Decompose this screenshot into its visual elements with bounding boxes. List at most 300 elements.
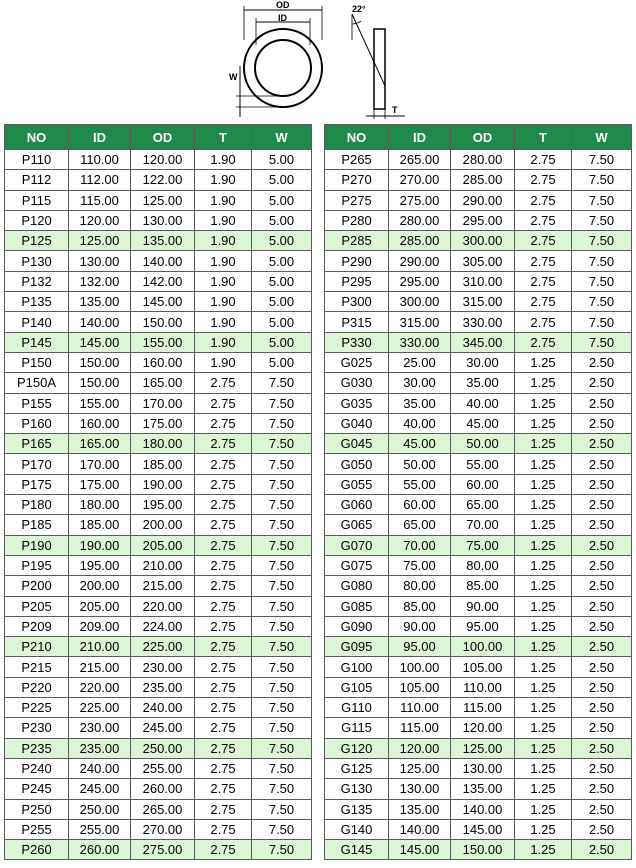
cell-t: 1.90 (195, 292, 252, 312)
cell-w: 2.50 (572, 758, 632, 778)
t-dimension-label: T (392, 105, 398, 115)
cell-t: 1.25 (515, 393, 572, 413)
cell-t: 2.75 (515, 292, 572, 312)
backup-ring-diagram (0, 0, 636, 124)
cell-no: P150A (5, 373, 69, 393)
cell-t: 2.75 (195, 819, 252, 839)
table-row (5, 332, 312, 352)
cell-t: 2.75 (515, 231, 572, 251)
cell-od: 110.00 (451, 677, 515, 697)
cell-od: 225.00 (131, 637, 195, 657)
cell-od: 150.00 (451, 840, 515, 860)
cell-id: 195.00 (69, 555, 131, 575)
cell-w: 2.50 (572, 535, 632, 555)
cell-no: P190 (5, 535, 69, 555)
cell-no: P245 (5, 779, 69, 799)
cell-no: P280 (325, 210, 389, 230)
table-row (325, 495, 632, 515)
table-row (325, 454, 632, 474)
cell-od: 130.00 (451, 758, 515, 778)
cell-no: P110 (5, 150, 69, 170)
cell-no: G115 (325, 718, 389, 738)
table-row (5, 413, 312, 433)
cell-id: 125.00 (69, 231, 131, 251)
cell-t: 2.75 (195, 738, 252, 758)
cell-od: 125.00 (131, 190, 195, 210)
cell-od: 220.00 (131, 596, 195, 616)
table-row (5, 434, 312, 454)
table-row (5, 637, 312, 657)
cell-w: 5.00 (252, 271, 312, 291)
cell-w: 7.50 (252, 840, 312, 860)
column-header-t: T (195, 125, 252, 150)
cell-od: 224.00 (131, 616, 195, 636)
cell-id: 145.00 (389, 840, 451, 860)
cell-w: 7.50 (572, 271, 632, 291)
cell-w: 5.00 (252, 231, 312, 251)
column-header-no: NO (5, 125, 69, 150)
cell-od: 260.00 (131, 779, 195, 799)
cell-t: 1.90 (195, 231, 252, 251)
cell-od: 145.00 (131, 292, 195, 312)
table-row (325, 393, 632, 413)
table-row (5, 758, 312, 778)
cell-no: G060 (325, 495, 389, 515)
cell-id: 40.00 (389, 413, 451, 433)
table-row (325, 718, 632, 738)
cell-od: 170.00 (131, 393, 195, 413)
cell-w: 7.50 (572, 170, 632, 190)
cell-t: 2.75 (515, 271, 572, 291)
cell-no: P220 (5, 677, 69, 697)
cell-no: G120 (325, 738, 389, 758)
cell-id: 300.00 (389, 292, 451, 312)
cell-w: 7.50 (252, 698, 312, 718)
cell-no: P315 (325, 312, 389, 332)
cell-id: 165.00 (69, 434, 131, 454)
cell-id: 45.00 (389, 434, 451, 454)
cell-t: 2.75 (195, 799, 252, 819)
table-row (325, 596, 632, 616)
cell-w: 7.50 (252, 819, 312, 839)
cell-od: 290.00 (451, 190, 515, 210)
cell-w: 7.50 (252, 637, 312, 657)
cell-t: 2.75 (195, 434, 252, 454)
cell-od: 125.00 (451, 738, 515, 758)
table-row (325, 231, 632, 251)
cell-od: 70.00 (451, 515, 515, 535)
cell-no: P260 (5, 840, 69, 860)
cell-w: 2.50 (572, 413, 632, 433)
cell-w: 7.50 (572, 231, 632, 251)
cell-t: 2.75 (195, 637, 252, 657)
cell-t: 1.90 (195, 210, 252, 230)
cell-id: 125.00 (389, 758, 451, 778)
cell-w: 5.00 (252, 292, 312, 312)
cell-id: 115.00 (389, 718, 451, 738)
cell-w: 7.50 (572, 292, 632, 312)
table-row (5, 657, 312, 677)
table-row (325, 373, 632, 393)
cell-w: 7.50 (252, 373, 312, 393)
cell-w: 2.50 (572, 616, 632, 636)
cell-t: 2.75 (195, 596, 252, 616)
cell-t: 2.75 (195, 698, 252, 718)
cell-id: 120.00 (69, 210, 131, 230)
cell-id: 90.00 (389, 616, 451, 636)
table-row (325, 637, 632, 657)
cell-w: 7.50 (252, 657, 312, 677)
table-row (5, 555, 312, 575)
cell-od: 245.00 (131, 718, 195, 738)
cell-no: G110 (325, 698, 389, 718)
cell-no: G090 (325, 616, 389, 636)
cell-id: 315.00 (389, 312, 451, 332)
cell-t: 2.75 (515, 251, 572, 271)
table-row (5, 495, 312, 515)
cell-id: 75.00 (389, 555, 451, 575)
cell-no: P270 (325, 170, 389, 190)
table-row (325, 738, 632, 758)
cell-id: 130.00 (69, 251, 131, 271)
table-row (325, 474, 632, 494)
table-row (5, 840, 312, 860)
cell-t: 1.25 (515, 677, 572, 697)
cell-t: 1.90 (195, 190, 252, 210)
column-header-no: NO (325, 125, 389, 150)
cell-id: 200.00 (69, 576, 131, 596)
cell-w: 2.50 (572, 393, 632, 413)
cell-t: 2.75 (515, 312, 572, 332)
cell-od: 240.00 (131, 698, 195, 718)
cell-id: 55.00 (389, 474, 451, 494)
cell-od: 230.00 (131, 657, 195, 677)
cell-no: G030 (325, 373, 389, 393)
cell-t: 2.75 (195, 758, 252, 778)
table-row (325, 799, 632, 819)
cell-t: 1.25 (515, 718, 572, 738)
cell-t: 1.25 (515, 474, 572, 494)
cell-t: 2.75 (515, 150, 572, 170)
cell-no: P150 (5, 352, 69, 372)
ring-size-table-left (4, 124, 312, 860)
cell-no: P225 (5, 698, 69, 718)
table-row (5, 271, 312, 291)
cell-od: 255.00 (131, 758, 195, 778)
table-row (5, 698, 312, 718)
cell-id: 285.00 (389, 231, 451, 251)
cell-t: 1.25 (515, 495, 572, 515)
cell-no: P230 (5, 718, 69, 738)
cell-w: 2.50 (572, 698, 632, 718)
cell-od: 85.00 (451, 576, 515, 596)
cell-t: 2.75 (195, 535, 252, 555)
cell-od: 130.00 (131, 210, 195, 230)
cell-od: 235.00 (131, 677, 195, 697)
cell-no: P235 (5, 738, 69, 758)
cell-no: G040 (325, 413, 389, 433)
cell-id: 180.00 (69, 495, 131, 515)
cell-id: 255.00 (69, 819, 131, 839)
cell-t: 2.75 (195, 454, 252, 474)
cell-no: P265 (325, 150, 389, 170)
cell-od: 175.00 (131, 413, 195, 433)
cell-od: 270.00 (131, 819, 195, 839)
cell-od: 285.00 (451, 170, 515, 190)
cell-t: 2.75 (195, 840, 252, 860)
cell-id: 95.00 (389, 637, 451, 657)
cell-t: 1.25 (515, 616, 572, 636)
table-row (325, 271, 632, 291)
cell-id: 110.00 (69, 150, 131, 170)
table-row (325, 434, 632, 454)
cell-w: 2.50 (572, 637, 632, 657)
cell-w: 2.50 (572, 840, 632, 860)
cell-t: 1.90 (195, 312, 252, 332)
cell-od: 145.00 (451, 819, 515, 839)
cell-no: G035 (325, 393, 389, 413)
cell-id: 135.00 (389, 799, 451, 819)
cell-w: 7.50 (252, 495, 312, 515)
cell-id: 140.00 (69, 312, 131, 332)
cell-od: 205.00 (131, 535, 195, 555)
cell-od: 35.00 (451, 373, 515, 393)
cell-t: 2.75 (195, 515, 252, 535)
table-row (5, 170, 312, 190)
cell-no: P215 (5, 657, 69, 677)
cell-id: 120.00 (389, 738, 451, 758)
cell-od: 60.00 (451, 474, 515, 494)
cell-w: 2.50 (572, 576, 632, 596)
cell-w: 7.50 (572, 190, 632, 210)
table-row (325, 698, 632, 718)
table-row (325, 779, 632, 799)
cell-no: G140 (325, 819, 389, 839)
cell-od: 75.00 (451, 535, 515, 555)
table-header-row (5, 125, 312, 150)
cell-w: 7.50 (572, 150, 632, 170)
cell-no: P195 (5, 555, 69, 575)
cell-id: 85.00 (389, 596, 451, 616)
table-row (5, 779, 312, 799)
cell-id: 112.00 (69, 170, 131, 190)
table-row (325, 292, 632, 312)
cell-no: G050 (325, 454, 389, 474)
cell-id: 230.00 (69, 718, 131, 738)
cell-w: 2.50 (572, 555, 632, 575)
cell-od: 115.00 (451, 698, 515, 718)
cell-w: 7.50 (252, 474, 312, 494)
column-header-id: ID (389, 125, 451, 150)
cell-w: 7.50 (252, 738, 312, 758)
table-row (5, 454, 312, 474)
cell-w: 2.50 (572, 474, 632, 494)
column-header-od: OD (131, 125, 195, 150)
cell-t: 1.25 (515, 576, 572, 596)
cell-w: 7.50 (252, 779, 312, 799)
ring-cross-section (374, 29, 385, 109)
table-row (5, 799, 312, 819)
cell-t: 1.25 (515, 819, 572, 839)
cell-od: 30.00 (451, 352, 515, 372)
table-row (325, 576, 632, 596)
cell-od: 50.00 (451, 434, 515, 454)
cell-w: 7.50 (252, 454, 312, 474)
cell-t: 1.25 (515, 637, 572, 657)
cell-t: 1.25 (515, 698, 572, 718)
table-row (5, 373, 312, 393)
cell-no: P180 (5, 495, 69, 515)
cell-id: 60.00 (389, 495, 451, 515)
od-dimension-label: OD (276, 0, 290, 10)
column-header-od: OD (451, 125, 515, 150)
cell-w: 7.50 (252, 576, 312, 596)
cell-t: 2.75 (195, 718, 252, 738)
cell-id: 170.00 (69, 454, 131, 474)
cell-od: 200.00 (131, 515, 195, 535)
cell-od: 310.00 (451, 271, 515, 291)
table-row (5, 231, 312, 251)
cell-id: 295.00 (389, 271, 451, 291)
table-row (325, 677, 632, 697)
cell-w: 5.00 (252, 170, 312, 190)
table-row (325, 413, 632, 433)
cell-w: 7.50 (572, 312, 632, 332)
cell-id: 110.00 (389, 698, 451, 718)
cell-t: 1.25 (515, 758, 572, 778)
cell-t: 1.90 (195, 170, 252, 190)
cell-id: 140.00 (389, 819, 451, 839)
cell-od: 40.00 (451, 393, 515, 413)
cell-id: 35.00 (389, 393, 451, 413)
cell-w: 2.50 (572, 657, 632, 677)
table-row (325, 819, 632, 839)
cell-t: 2.75 (515, 332, 572, 352)
cell-t: 2.75 (195, 555, 252, 575)
cell-w: 2.50 (572, 596, 632, 616)
cell-no: P130 (5, 251, 69, 271)
cell-t: 1.90 (195, 271, 252, 291)
cell-id: 209.00 (69, 616, 131, 636)
cell-no: P200 (5, 576, 69, 596)
cell-id: 150.00 (69, 373, 131, 393)
cell-t: 1.25 (515, 434, 572, 454)
table-row (5, 292, 312, 312)
table-header-row (325, 125, 632, 150)
cell-t: 2.75 (195, 373, 252, 393)
cell-no: G100 (325, 657, 389, 677)
cell-w: 2.50 (572, 718, 632, 738)
cell-w: 5.00 (252, 190, 312, 210)
column-header-id: ID (69, 125, 131, 150)
cell-no: P155 (5, 393, 69, 413)
cell-od: 210.00 (131, 555, 195, 575)
cell-w: 7.50 (252, 434, 312, 454)
cell-t: 1.25 (515, 840, 572, 860)
cell-id: 210.00 (69, 637, 131, 657)
cell-od: 155.00 (131, 332, 195, 352)
table-row (5, 251, 312, 271)
cell-no: P295 (325, 271, 389, 291)
cell-t: 1.90 (195, 352, 252, 372)
cell-w: 7.50 (572, 210, 632, 230)
table-row (5, 576, 312, 596)
cell-id: 190.00 (69, 535, 131, 555)
cell-od: 250.00 (131, 738, 195, 758)
table-row (5, 393, 312, 413)
cell-id: 275.00 (389, 190, 451, 210)
cell-od: 135.00 (451, 779, 515, 799)
cell-w: 2.50 (572, 779, 632, 799)
cell-id: 65.00 (389, 515, 451, 535)
cell-od: 65.00 (451, 495, 515, 515)
cell-id: 105.00 (389, 677, 451, 697)
cell-od: 315.00 (451, 292, 515, 312)
cell-t: 1.90 (195, 332, 252, 352)
cell-no: G135 (325, 799, 389, 819)
cell-od: 122.00 (131, 170, 195, 190)
table-row (5, 535, 312, 555)
cell-od: 95.00 (451, 616, 515, 636)
cell-w: 7.50 (252, 616, 312, 636)
cell-t: 1.25 (515, 779, 572, 799)
cell-w: 7.50 (252, 555, 312, 575)
cell-id: 220.00 (69, 677, 131, 697)
table-row (325, 210, 632, 230)
cell-no: G125 (325, 758, 389, 778)
cell-od: 140.00 (131, 251, 195, 271)
cell-t: 1.25 (515, 596, 572, 616)
table-row (5, 738, 312, 758)
cell-od: 275.00 (131, 840, 195, 860)
table-row (5, 819, 312, 839)
cell-w: 7.50 (572, 251, 632, 271)
cell-id: 265.00 (389, 150, 451, 170)
cell-t: 2.75 (195, 677, 252, 697)
table-row (325, 150, 632, 170)
cell-no: P165 (5, 434, 69, 454)
table-row (325, 758, 632, 778)
table-body-left (5, 150, 312, 860)
column-header-w: W (252, 125, 312, 150)
cell-w: 7.50 (572, 332, 632, 352)
cell-no: P120 (5, 210, 69, 230)
cell-od: 142.00 (131, 271, 195, 291)
cell-id: 270.00 (389, 170, 451, 190)
table-body-right (325, 150, 632, 860)
w-dimension-label: W (229, 72, 238, 82)
cell-id: 132.00 (69, 271, 131, 291)
column-header-w: W (572, 125, 632, 150)
cell-id: 25.00 (389, 352, 451, 372)
cell-t: 1.25 (515, 555, 572, 575)
cell-no: P275 (325, 190, 389, 210)
cell-no: P132 (5, 271, 69, 291)
ring-size-table-right (324, 124, 632, 860)
cell-t: 1.25 (515, 738, 572, 758)
cell-no: P185 (5, 515, 69, 535)
cell-t: 1.25 (515, 799, 572, 819)
cell-t: 2.75 (515, 210, 572, 230)
cell-id: 225.00 (69, 698, 131, 718)
cell-id: 160.00 (69, 413, 131, 433)
cell-t: 2.75 (195, 474, 252, 494)
table-row (5, 210, 312, 230)
cell-no: P112 (5, 170, 69, 190)
cell-id: 240.00 (69, 758, 131, 778)
cell-w: 7.50 (252, 799, 312, 819)
cell-no: G130 (325, 779, 389, 799)
